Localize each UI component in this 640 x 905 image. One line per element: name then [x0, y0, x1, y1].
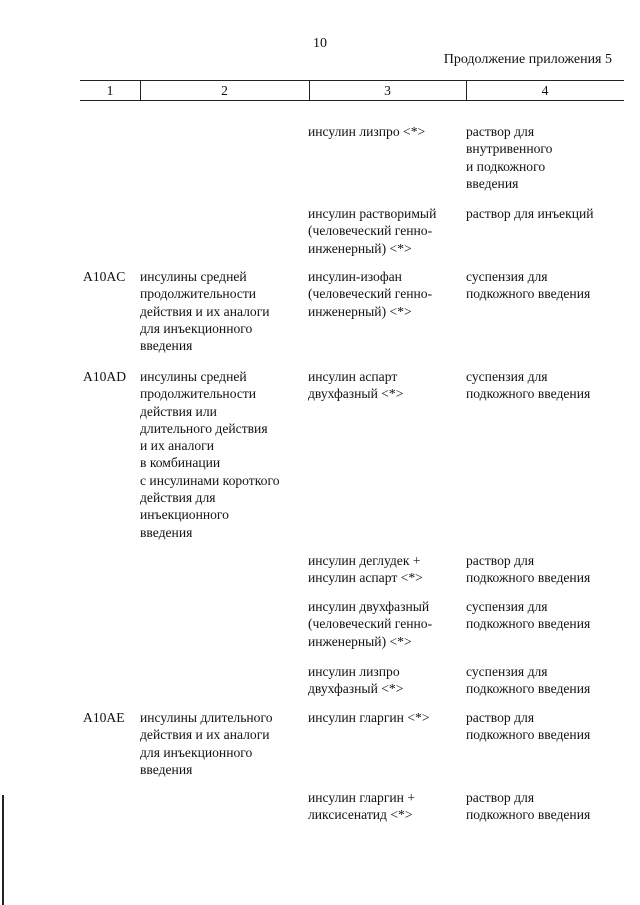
cell-line: раствор для инъекций	[466, 206, 594, 221]
cell-line: ликсисенатид <*>	[308, 807, 413, 823]
cell-drug-name	[308, 598, 463, 650]
cell-line: инсулин гларгин <*>	[308, 710, 430, 725]
cell-line: продолжительности	[140, 386, 257, 402]
column-number-3: 3	[384, 83, 391, 98]
header-rule-bottom	[80, 100, 624, 101]
cell-dosage-form	[466, 552, 626, 587]
cell-dosage-form	[466, 123, 626, 192]
scan-margin-line	[2, 795, 4, 905]
cell-drug-name	[308, 789, 463, 824]
cell-line: подкожного введения	[466, 681, 591, 697]
page-number: 10	[313, 36, 327, 51]
cell-dosage-form	[466, 368, 626, 403]
cell-line: раствор для	[466, 124, 535, 139]
cell-line: с инсулинами короткого	[140, 472, 280, 488]
column-number-2: 2	[221, 83, 228, 98]
cell-line: инсулины средней	[140, 269, 247, 284]
cell-line: инженерный) <*>	[308, 303, 412, 319]
cell-line: подкожного введения	[466, 286, 591, 302]
cell-line: внутривенного	[466, 141, 553, 157]
cell-line: и подкожного	[466, 158, 546, 174]
cell-line: подкожного введения	[466, 616, 591, 632]
cell-drug-name	[308, 368, 463, 403]
cell-line: инженерный) <*>	[308, 633, 412, 649]
cell-atc-code	[83, 268, 137, 285]
cell-line: (человеческий генно-	[308, 616, 433, 632]
cell-line: A10AE	[83, 710, 125, 725]
cell-drug-name	[308, 663, 463, 698]
cell-line: двухфазный <*>	[308, 681, 404, 697]
cell-drug-name	[308, 552, 463, 587]
cell-line: введения	[140, 524, 193, 540]
cell-line: инсулин двухфазный	[308, 599, 430, 614]
cell-line: в комбинации	[140, 455, 221, 471]
cell-line: подкожного введения	[466, 807, 591, 823]
cell-drug-name	[308, 123, 463, 140]
cell-line: и их аналоги	[140, 438, 215, 454]
column-number-4: 4	[541, 83, 549, 98]
cell-line: инъекционного	[140, 507, 229, 523]
cell-drug-name	[308, 268, 463, 320]
cell-dosage-form	[466, 205, 626, 222]
cell-drug-name	[308, 205, 463, 257]
cell-line: суспензия для	[466, 369, 548, 384]
cell-line: суспензия для	[466, 664, 548, 679]
cell-line: инсулин лизпро	[308, 664, 400, 679]
cell-line: раствор для	[466, 553, 535, 568]
cell-line: инсулины средней	[140, 369, 247, 384]
cell-line: суспензия для	[466, 269, 548, 284]
cell-line: раствор для	[466, 710, 535, 725]
cell-line: подкожного введения	[466, 727, 591, 743]
column-number-1: 1	[106, 83, 114, 98]
cell-line: A10AD	[83, 369, 127, 384]
cell-line: введения	[466, 175, 519, 191]
cell-line: подкожного введения	[466, 386, 591, 402]
cell-line: инсулин аспарт	[308, 369, 398, 384]
cell-line: продолжительности	[140, 286, 257, 302]
cell-line: A10AC	[83, 269, 126, 284]
cell-line: инсулин растворимый	[308, 206, 437, 221]
cell-line: длительного действия	[140, 420, 268, 436]
cell-line: для инъекционного	[140, 320, 253, 336]
cell-line: введения	[140, 761, 193, 777]
column-header-row	[80, 80, 624, 102]
cell-line: инсулин лизпро <*>	[308, 124, 426, 139]
cell-dosage-form	[466, 709, 626, 744]
cell-line: инсулины длительного	[140, 710, 273, 725]
cell-dosage-form	[466, 598, 626, 633]
header-rule-top	[80, 80, 624, 81]
cell-line: инсулин деглудек +	[308, 553, 421, 568]
cell-line: инсулин-изофан	[308, 269, 402, 284]
cell-line: двухфазный <*>	[308, 386, 404, 402]
cell-group	[140, 268, 305, 354]
cell-line: для инъекционного	[140, 744, 253, 760]
continuation-note: Продолжение приложения 5	[443, 52, 612, 67]
cell-line: действия и их аналоги	[140, 727, 270, 743]
cell-line: раствор для	[466, 790, 535, 805]
cell-group	[140, 709, 305, 778]
cell-dosage-form	[466, 789, 626, 824]
cell-line: подкожного введения	[466, 570, 591, 586]
cell-line: действия или	[140, 403, 217, 419]
cell-line: введения	[140, 338, 193, 354]
cell-line: (человеческий генно-	[308, 286, 433, 302]
cell-line: инсулин гларгин +	[308, 790, 416, 805]
cell-group	[140, 368, 305, 541]
cell-atc-code	[83, 368, 137, 385]
cell-atc-code	[83, 709, 137, 726]
cell-dosage-form	[466, 268, 626, 303]
cell-dosage-form	[466, 663, 626, 698]
cell-line: (человеческий генно-	[308, 223, 433, 239]
cell-line: суспензия для	[466, 599, 548, 614]
cell-line: инженерный) <*>	[308, 240, 412, 256]
cell-drug-name	[308, 709, 463, 726]
cell-line: инсулин аспарт <*>	[308, 570, 423, 586]
cell-line: действия для	[140, 490, 216, 506]
cell-line: действия и их аналоги	[140, 303, 270, 319]
